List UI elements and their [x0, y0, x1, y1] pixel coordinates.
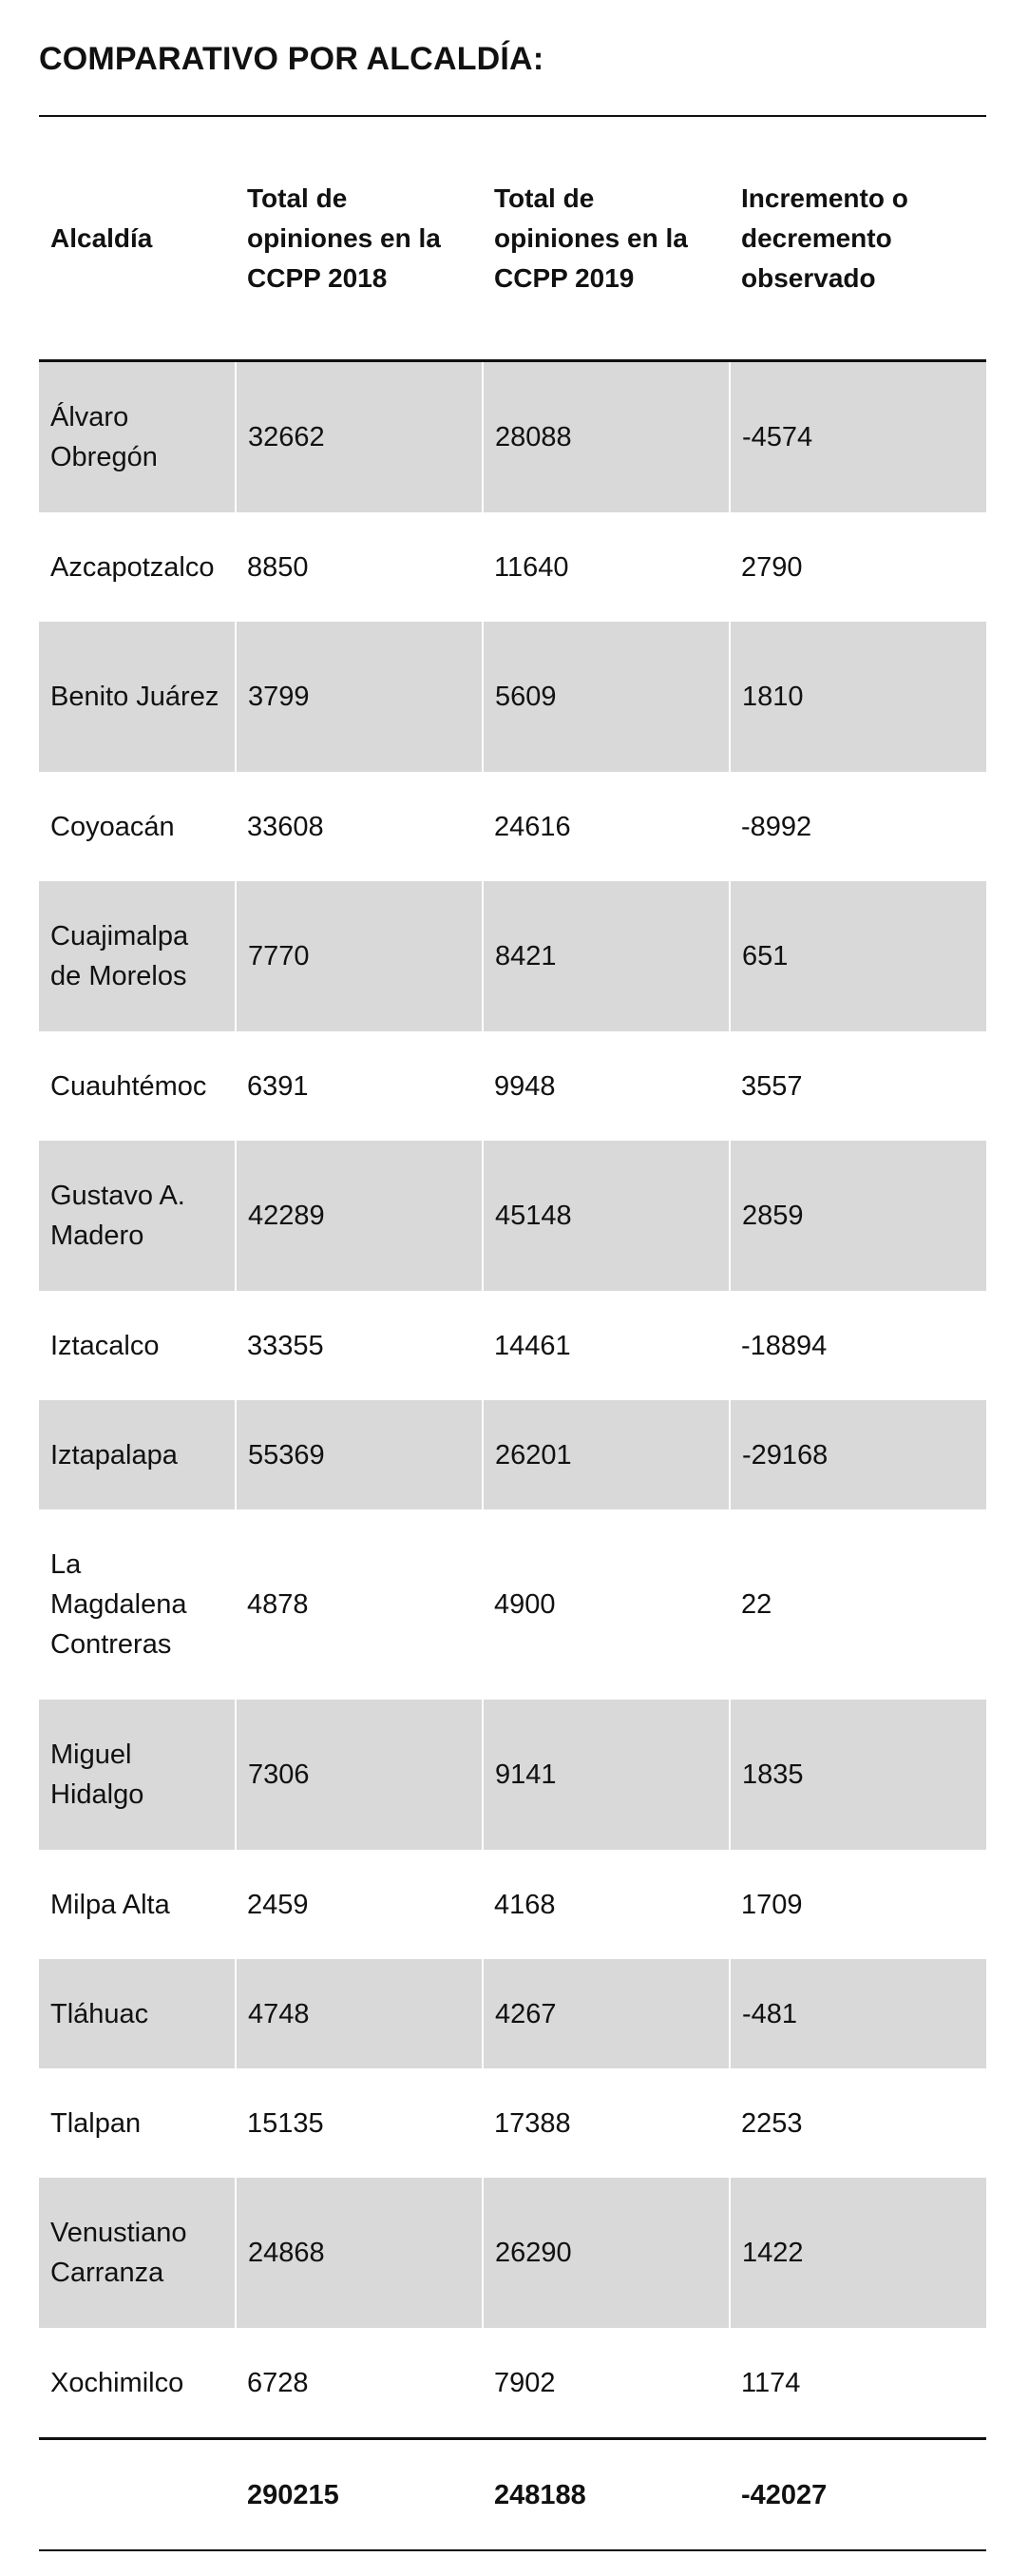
- cell-2019: 7902: [494, 2367, 556, 2398]
- table-row: [39, 361, 986, 513]
- total-2018: 290215: [247, 2479, 339, 2510]
- cell-2019: 11640: [494, 551, 569, 583]
- cell-alcaldia: Cuauhtémoc: [50, 1070, 207, 1102]
- table-row: [39, 1400, 986, 1509]
- table-row: [39, 622, 986, 772]
- cell-2018: 4878: [247, 1589, 309, 1620]
- cell-alcaldia: Azcapotzalco: [50, 551, 215, 583]
- table-row: [39, 512, 986, 622]
- cell-2019: 9948: [494, 1070, 556, 1102]
- cell-alcaldia: Benito Juárez: [39, 622, 236, 772]
- table-header-row: [39, 116, 986, 361]
- table-row: [39, 1850, 986, 1959]
- cell-change: 1422: [730, 2178, 986, 2328]
- cell-2019: 28088: [483, 361, 730, 513]
- table-row: [39, 1700, 986, 1850]
- cell-2018: 4748: [236, 1959, 483, 2068]
- cell-2019: 4267: [483, 1959, 730, 2068]
- cell-alcaldia: Venustiano Carranza: [39, 2178, 236, 2328]
- cell-alcaldia: Milpa Alta: [50, 1889, 170, 1920]
- page-title: COMPARATIVO POR ALCALDÍA:: [39, 41, 544, 77]
- total-label: [39, 2439, 236, 2551]
- cell-change: -18894: [741, 1330, 828, 1361]
- cell-2018: 32662: [236, 361, 483, 513]
- cell-2019: 17388: [494, 2107, 571, 2139]
- cell-2019: 5609: [483, 622, 730, 772]
- cell-alcaldia: Iztacalco: [50, 1330, 160, 1361]
- cell-2018: 33355: [247, 1330, 324, 1361]
- cell-change: 1709: [741, 1889, 803, 1920]
- cell-2018: 6728: [247, 2367, 309, 2398]
- header-total-2018: Total de opiniones en la CCPP 2018: [247, 183, 441, 293]
- cell-2019: 24616: [494, 811, 571, 842]
- cell-change: 2253: [741, 2107, 803, 2139]
- cell-2019: 4168: [494, 1889, 556, 1920]
- table-row: [39, 1031, 986, 1141]
- cell-2019: 8421: [483, 881, 730, 1031]
- cell-change: 1174: [741, 2367, 801, 2398]
- cell-2019: 26290: [483, 2178, 730, 2328]
- cell-2018: 42289: [236, 1141, 483, 1291]
- cell-2019: 26201: [483, 1400, 730, 1509]
- table-row: [39, 2178, 986, 2328]
- cell-change: -8992: [741, 811, 812, 842]
- cell-change: -4574: [730, 361, 986, 513]
- cell-2018: 8850: [247, 551, 309, 583]
- total-change: -42027: [741, 2479, 828, 2510]
- comparison-table: [39, 115, 986, 2551]
- totals-row: [39, 2439, 986, 2551]
- cell-change: 1835: [730, 1700, 986, 1850]
- table-row: [39, 2068, 986, 2178]
- table-row: [39, 1509, 986, 1700]
- table-row: [39, 881, 986, 1031]
- cell-2019: 9141: [483, 1700, 730, 1850]
- header-total-2019: Total de opiniones en la CCPP 2019: [494, 183, 688, 293]
- cell-2018: 33608: [247, 811, 324, 842]
- header-alcaldia: Alcaldía: [50, 222, 153, 253]
- cell-2018: 7770: [236, 881, 483, 1031]
- cell-change: 3557: [741, 1070, 803, 1102]
- total-2019: 248188: [494, 2479, 586, 2510]
- cell-alcaldia: Álvaro Obregón: [39, 361, 236, 513]
- table-row: [39, 1959, 986, 2068]
- table-row: [39, 1291, 986, 1400]
- cell-change: -29168: [730, 1400, 986, 1509]
- cell-alcaldia: Coyoacán: [50, 811, 175, 842]
- cell-2018: 15135: [247, 2107, 324, 2139]
- cell-2019: 14461: [494, 1330, 571, 1361]
- cell-alcaldia: Xochimilco: [50, 2367, 184, 2398]
- cell-2018: 55369: [236, 1400, 483, 1509]
- table-row: [39, 2328, 986, 2439]
- cell-alcaldia: Miguel Hidalgo: [39, 1700, 236, 1850]
- cell-change: 651: [730, 881, 986, 1031]
- table-row: [39, 1141, 986, 1291]
- cell-alcaldia: La Magdalena Contreras: [50, 1549, 187, 1660]
- cell-2018: 7306: [236, 1700, 483, 1850]
- cell-change: 2859: [730, 1141, 986, 1291]
- cell-change: -481: [730, 1959, 986, 2068]
- table-row: [39, 772, 986, 881]
- cell-alcaldia: Gustavo A. Madero: [39, 1141, 236, 1291]
- cell-alcaldia: Cuajimalpa de Morelos: [39, 881, 236, 1031]
- cell-change: 2790: [741, 551, 803, 583]
- cell-alcaldia: Tláhuac: [39, 1959, 236, 2068]
- cell-2018: 6391: [247, 1070, 309, 1102]
- cell-2018: 2459: [247, 1889, 309, 1920]
- cell-alcaldia: Tlalpan: [50, 2107, 142, 2139]
- cell-change: 22: [741, 1589, 772, 1620]
- cell-alcaldia: Iztapalapa: [39, 1400, 236, 1509]
- cell-2018: 24868: [236, 2178, 483, 2328]
- cell-2019: 4900: [494, 1589, 556, 1620]
- cell-2019: 45148: [483, 1141, 730, 1291]
- cell-2018: 3799: [236, 622, 483, 772]
- header-change: Incremento o decremento observado: [741, 183, 908, 293]
- cell-change: 1810: [730, 622, 986, 772]
